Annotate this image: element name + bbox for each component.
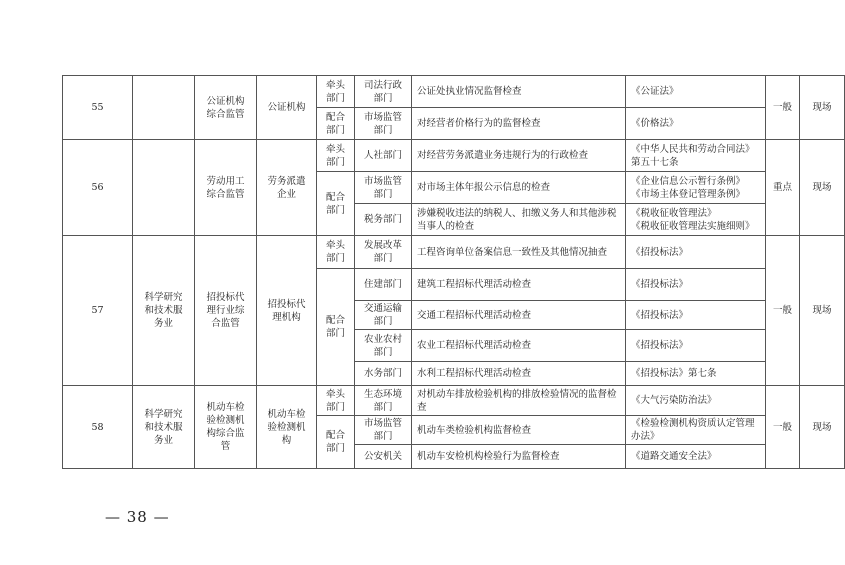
supervision-object-cell: 公证机构 (257, 76, 317, 140)
legal-basis-cell: 《招投标法》 (626, 330, 766, 362)
table-row (63, 140, 845, 172)
inspection-content-cell: 对经营劳务派遣业务违规行为的行政检查 (412, 140, 626, 172)
inspection-content-cell: 对机动车排放检验机构的排放检验情况的监督检查 (412, 386, 626, 416)
legal-basis-cell: 《大气污染防治法》 (626, 386, 766, 416)
method-cell: 现场 (800, 140, 845, 236)
level-cell: 一般 (766, 236, 800, 386)
table-row (63, 236, 845, 269)
legal-basis-cell: 《道路交通安全法》 (626, 445, 766, 469)
inspection-content-cell: 农业工程招标代理活动检查 (412, 330, 626, 362)
department-cell: 公安机关 (355, 445, 412, 469)
industry-cell (133, 140, 195, 236)
supervision-item-cell: 劳动用工 综合监管 (195, 140, 257, 236)
supervision-table (62, 75, 845, 469)
supervision-item-cell: 招投标代 理行业综 合监管 (195, 236, 257, 386)
inspection-content-cell: 建筑工程招标代理活动检查 (412, 269, 626, 301)
supervision-item-cell: 公证机构 综合监管 (195, 76, 257, 140)
department-cell: 农业农村 部门 (355, 330, 412, 362)
method-cell: 现场 (800, 236, 845, 386)
table-row (63, 76, 845, 108)
department-cell: 交通运输 部门 (355, 301, 412, 330)
legal-basis-cell: 《招投标法》 (626, 269, 766, 301)
method-cell: 现场 (800, 76, 845, 140)
legal-basis-cell: 《公证法》 (626, 76, 766, 108)
supervision-object-cell: 劳务派遣 企业 (257, 140, 317, 236)
level-cell: 重点 (766, 140, 800, 236)
level-cell: 一般 (766, 76, 800, 140)
inspection-content-cell: 对经营者价格行为的监督检查 (412, 108, 626, 140)
role-cell: 配合 部门 (317, 172, 355, 236)
page-number: — 38 — (105, 508, 170, 526)
row-number-cell: 57 (63, 236, 133, 386)
row-number-cell: 55 (63, 76, 133, 140)
industry-cell: 科学研究 和技术服 务业 (133, 386, 195, 469)
legal-basis-cell: 《检验检测机构资质认定管理办法》 (626, 416, 766, 445)
supervision-object-cell: 招投标代 理机构 (257, 236, 317, 386)
department-cell: 水务部门 (355, 362, 412, 386)
level-cell: 一般 (766, 386, 800, 469)
role-cell: 牵头 部门 (317, 236, 355, 269)
legal-basis-cell: 《企业信息公示暂行条例》 《市场主体登记管理条例》 (626, 172, 766, 204)
legal-basis-cell: 《中华人民共和劳动合同法》第五十七条 (626, 140, 766, 172)
supervision-item-cell: 机动车检 验检测机 构综合监 管 (195, 386, 257, 469)
supervision-object-cell: 机动车检 验检测机 构 (257, 386, 317, 469)
table-row (63, 386, 845, 416)
legal-basis-cell: 《税收征收管理法》 《税收征收管理法实施细则》 (626, 204, 766, 236)
department-cell: 市场监管 部门 (355, 172, 412, 204)
role-cell: 牵头 部门 (317, 76, 355, 108)
role-cell: 配合 部门 (317, 108, 355, 140)
legal-basis-cell: 《招投标法》第七条 (626, 362, 766, 386)
inspection-content-cell: 交通工程招标代理活动检查 (412, 301, 626, 330)
inspection-content-cell: 公证处执业情况监督检查 (412, 76, 626, 108)
inspection-content-cell: 工程咨询单位备案信息一致性及其他情况抽查 (412, 236, 626, 269)
department-cell: 发展改革 部门 (355, 236, 412, 269)
department-cell: 司法行政 部门 (355, 76, 412, 108)
department-cell: 税务部门 (355, 204, 412, 236)
row-number-cell: 56 (63, 140, 133, 236)
role-cell: 牵头 部门 (317, 140, 355, 172)
legal-basis-cell: 《价格法》 (626, 108, 766, 140)
legal-basis-cell: 《招投标法》 (626, 236, 766, 269)
department-cell: 住建部门 (355, 269, 412, 301)
inspection-content-cell: 水利工程招标代理活动检查 (412, 362, 626, 386)
inspection-content-cell: 涉嫌税收违法的纳税人、扣缴义务人和其他涉税当事人的检查 (412, 204, 626, 236)
inspection-content-cell: 机动车类检验机构监督检查 (412, 416, 626, 445)
industry-cell (133, 76, 195, 140)
role-cell: 配合 部门 (317, 416, 355, 469)
inspection-content-cell: 对市场主体年报公示信息的检查 (412, 172, 626, 204)
industry-cell: 科学研究 和技术服 务业 (133, 236, 195, 386)
inspection-content-cell: 机动车安检机构检验行为监督检查 (412, 445, 626, 469)
method-cell: 现场 (800, 386, 845, 469)
department-cell: 生态环境 部门 (355, 386, 412, 416)
row-number-cell: 58 (63, 386, 133, 469)
role-cell: 牵头 部门 (317, 386, 355, 416)
legal-basis-cell: 《招投标法》 (626, 301, 766, 330)
department-cell: 市场监管 部门 (355, 416, 412, 445)
role-cell: 配合 部门 (317, 269, 355, 386)
department-cell: 人社部门 (355, 140, 412, 172)
department-cell: 市场监管 部门 (355, 108, 412, 140)
